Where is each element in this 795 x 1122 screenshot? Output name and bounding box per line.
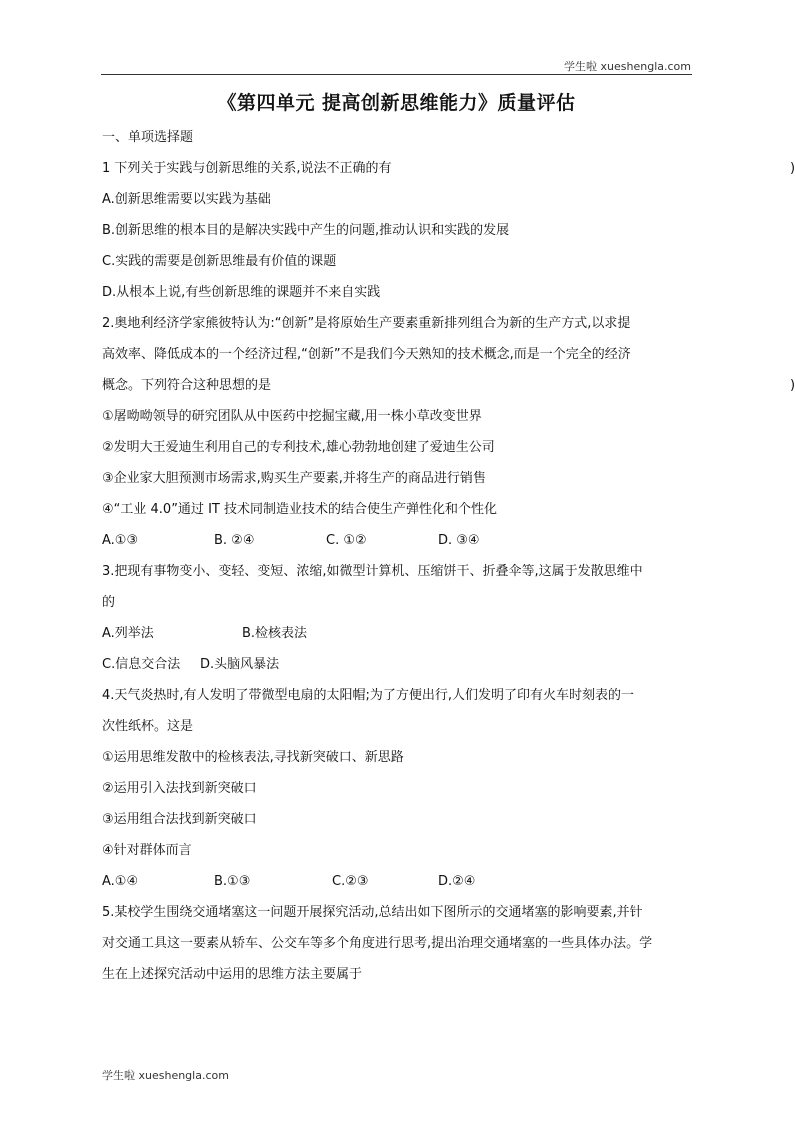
q2-stem-line-3 [102, 376, 795, 407]
header-site: 学生啦 xueshengla.com [564, 60, 691, 73]
q4-options [102, 872, 692, 903]
q2-paren: ) [790, 378, 795, 393]
section-heading: 一、单项选择题 [102, 130, 194, 145]
footer-site: 学生啦 xueshengla.com [102, 1069, 229, 1082]
q2-option-d: D. ③④ [438, 533, 480, 548]
q1-option-a: A.创新思维需要以实践为基础 [102, 192, 271, 207]
q2-option-b: B. ②④ [214, 533, 255, 548]
q1-option-b: B.创新思维的根本目的是解决实践中产生的问题,推动认识和实践的发展 [102, 223, 510, 238]
q4-item-2: ②运用引入法找到新突破口 [102, 781, 257, 796]
q2-item-4: ④“工业 4.0”通过 IT 技术同制造业技术的结合使生产弹性化和个性化 [102, 502, 497, 517]
q4-option-c: C.②③ [332, 874, 369, 889]
q1-option-c: C.实践的需要是创新思维最有价值的课题 [102, 254, 337, 269]
q4-item-3: ③运用组合法找到新突破口 [102, 812, 257, 827]
q2-stem-line-2: 高效率、降低成本的一个经济过程,“创新”不是我们今天熟知的技术概念,而是一个完全的经济 [102, 347, 631, 362]
q1-paren: ) [790, 161, 795, 176]
q4-option-b: B.①③ [214, 874, 251, 889]
document-body [102, 128, 795, 996]
q2-option-a: A.①③ [102, 533, 139, 548]
q2-item-3: ③企业家大胆预测市场需求,购买生产要素,并将生产的商品进行销售 [102, 471, 486, 486]
q4-option-d: D.②④ [438, 874, 476, 889]
q3-options-row-2 [102, 655, 692, 686]
q3-option-c: C.信息交合法 [102, 657, 181, 672]
q3-stem-line-1: 3.把现有事物变小、变轻、变短、浓缩,如微型计算机、压缩饼干、折叠伞等,这属于发散思维中 [102, 564, 643, 579]
q3-option-a: A.列举法 [102, 626, 154, 641]
q5-stem-line-1: 5.某校学生围绕交通堵塞这一问题开展探究活动,总结出如下图所示的交通堵塞的影响要素,并针 [102, 905, 643, 920]
q2-stem-line-1: 2.奥地利经济学家熊彼特认为:“创新”是将原始生产要素重新排列组合为新的生产方式,以求提 [102, 316, 631, 331]
q2-item-2: ②发明大王爱迪生利用自己的专利技术,雄心勃勃地创建了爱迪生公司 [102, 440, 495, 455]
header-rule [101, 74, 692, 75]
q5-stem-line-3: 生在上述探究活动中运用的思维方法主要属于 [102, 967, 363, 982]
q1-stem-line [102, 159, 795, 190]
q3-stem-line-2: 的 [102, 595, 116, 610]
q3-options-row-1 [102, 624, 692, 655]
q4-stem-line-2: 次性纸杯。这是 [102, 719, 194, 734]
q2-stem-end: 概念。下列符合这种思想的是 [102, 378, 272, 393]
q3-option-d: D.头脑风暴法 [200, 657, 280, 672]
q4-item-4: ④针对群体而言 [102, 843, 192, 858]
q3-option-b: B.检核表法 [242, 626, 308, 641]
q2-item-1: ①屠呦呦领导的研究团队从中医药中挖掘宝藏,用一株小草改变世界 [102, 409, 482, 424]
q4-option-a: A.①④ [102, 874, 139, 889]
q5-stem-line-2: 对交通工具这一要素从轿车、公交车等多个角度进行思考,提出治理交通堵塞的一些具体办法。学 [102, 936, 653, 951]
q1-stem: 1 下列关于实践与创新思维的关系,说法不正确的有 [102, 161, 392, 176]
q2-options [102, 531, 692, 562]
q4-stem-line-1: 4.天气炎热时,有人发明了带微型电扇的太阳帽;为了方便出行,人们发明了印有火车时刻表的一 [102, 688, 635, 703]
page-title: 《第四单元 提高创新思维能力》质量评估 [217, 92, 576, 114]
q2-option-c: C. ①② [326, 533, 367, 548]
q1-option-d: D.从根本上说,有些创新思维的课题并不来自实践 [102, 285, 381, 300]
q4-item-1: ①运用思维发散中的检核表法,寻找新突破口、新思路 [102, 750, 404, 765]
